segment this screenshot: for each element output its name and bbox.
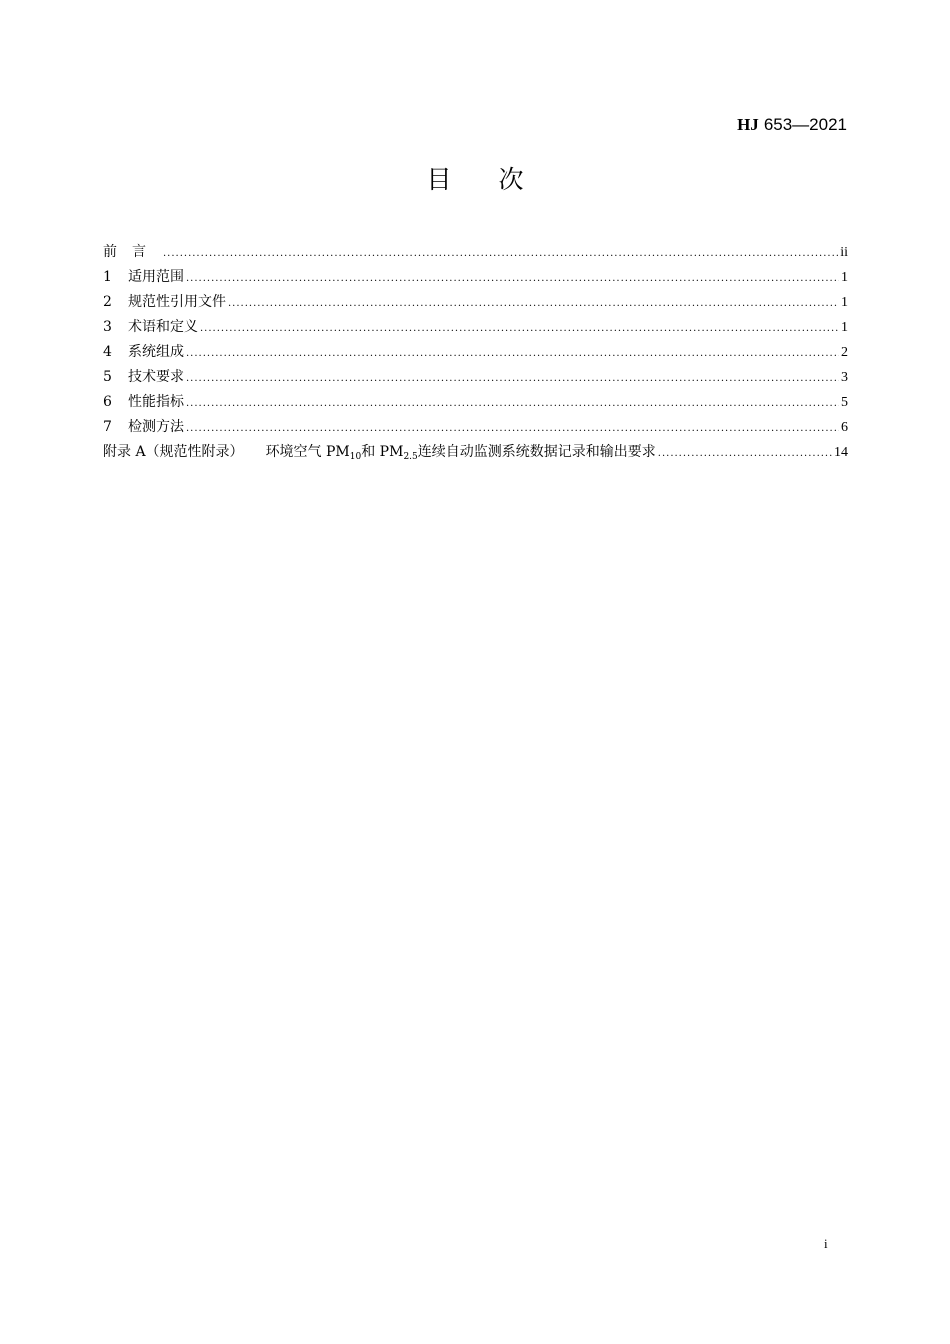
standard-code: HJ [737,115,759,134]
toc-entry-4[interactable] [103,340,848,365]
toc-entry-number: 2 [103,294,112,310]
toc-entry-label: 前言 [103,244,161,260]
toc-entry-appendix-a[interactable] [103,440,848,465]
toc-entry-number: 3 [103,319,112,335]
appendix-prefix: 附录 A（规范性附录） [103,444,244,460]
standard-number: 653—2021 [763,115,847,134]
toc-entry-5[interactable] [103,365,848,390]
toc-leader-dots [163,241,838,266]
toc-entry-2[interactable] [103,290,848,315]
toc-entry-number: 5 [103,369,112,385]
toc-leader-dots [228,291,839,316]
toc-entry-label: 规范性引用文件 [128,294,226,310]
toc-entry-label: 适用范围 [128,269,184,285]
toc-entry-number: 1 [103,269,112,285]
toc-leader-dots [186,416,839,441]
toc-entry-page: 2 [841,345,848,360]
toc-entry-1[interactable] [103,265,848,290]
toc-entry-page: 5 [841,395,848,410]
page-title: 目次 [426,165,571,194]
toc-leader-dots [186,341,839,366]
toc-entry-label: 性能指标 [128,394,184,410]
toc-entry-6[interactable] [103,390,848,415]
toc-entry-3[interactable] [103,315,848,340]
appendix-subscript-10: 10 [349,452,362,462]
page-number: i [824,1236,828,1251]
document-number [737,115,847,135]
toc-leader-dots [200,316,839,341]
appendix-title-part1: 环境空气 PM [265,444,350,460]
toc-entry-number: 6 [103,394,112,410]
toc-entry-preface[interactable] [103,240,848,265]
toc-entry-page: 1 [841,270,848,285]
toc-entry-label: 技术要求 [128,369,184,385]
toc-entry-label: 检测方法 [128,419,184,435]
appendix-title-part2: 和 PM [361,444,404,460]
toc-entry-7[interactable] [103,415,848,440]
toc-leader-dots [186,266,839,291]
toc-entry-page: 3 [841,370,848,385]
toc-entry-page: 14 [834,445,848,460]
toc-leader-dots [186,366,839,391]
toc-appendix-label [103,440,656,470]
toc-entry-number: 4 [103,344,112,360]
toc-leader-dots [186,391,839,416]
toc-entry-page: 1 [841,320,848,335]
toc-entry-page: ii [840,245,848,260]
toc-entry-number: 7 [103,419,112,435]
toc-entry-label: 系统组成 [128,344,184,360]
toc-leader-dots [658,441,832,466]
appendix-subscript-2-5: 2.5 [403,452,418,462]
toc-entry-label: 术语和定义 [128,319,198,335]
table-of-contents [103,240,848,465]
toc-entry-page: 6 [841,420,848,435]
toc-entry-page: 1 [841,295,848,310]
appendix-title-part3: 连续自动监测系统数据记录和输出要求 [417,444,656,460]
